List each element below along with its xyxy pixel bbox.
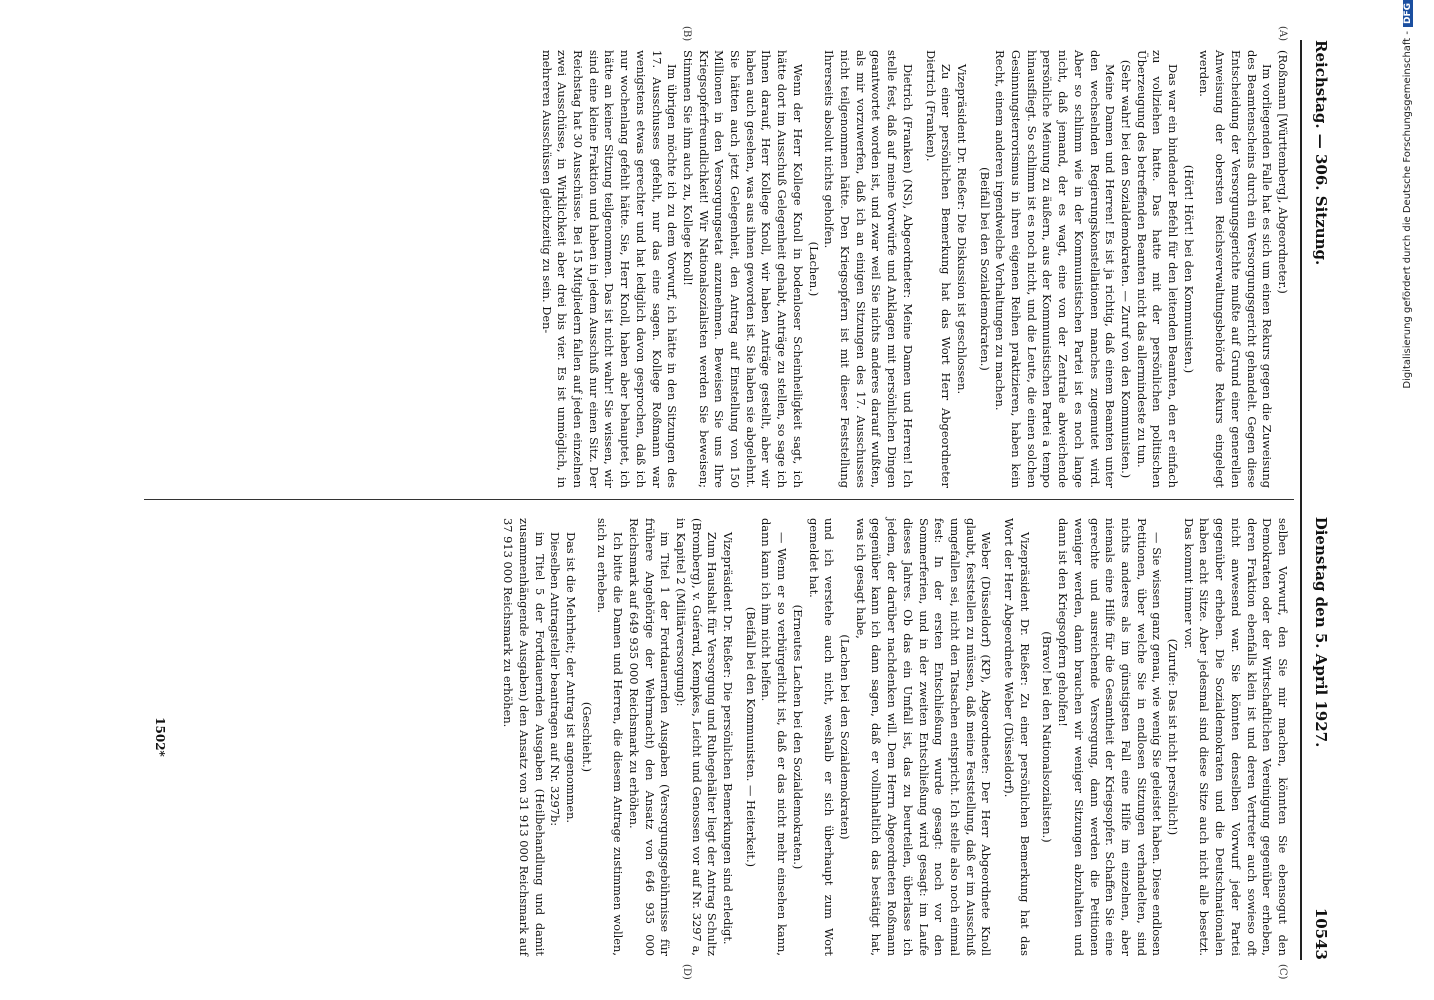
paragraph: — Sie wissen ganz genau, wie wenig Sie geleistet haben. Diese endlosen Petitionen, über welche Sie in endlosen Sitzungen verhandelten, sind nichts anderes als im günstigsten Fall eine Hilfe im einzelnen, aber niemals eine Hilfe für die Gesamtheit der Kriegsopfer. Schaffen Sie eine gerechte und ausreichende Versorgung, dann werden die Petitionen weniger werden, dann brauchen wir weniger Sitzungen abzuhalten und dann ist den Kriegsopfern geholfen!	[1056, 518, 1165, 956]
paragraph: Im vorliegenden Falle hat es sich um einen Rekurs gegen die Zuweisung des Beamtenscheins durch ein Versorgungsgericht gehandelt. Gegen diese Entscheidung der Versorgungsgerichte mußte auf Grund einer generellen Anweisung der obersten Reichsverwaltungsbehörde Rekurs eingelegt werden.	[1197, 50, 1275, 488]
paragraph: Ich bitte die Damen und Herren, die diesem Antrage zustimmen wollen, sich zu erheben.	[595, 518, 626, 956]
paragraph-gap	[1032, 518, 1039, 956]
paragraph: — Wenn er so verbürgerlicht ist, daß er das nicht mehr einsehen kann, dann kann ich ihm nicht helfen.	[759, 518, 790, 956]
paragraph: (Roßmann [Württemberg], Abgeordneter.)	[1276, 50, 1290, 294]
paragraph-gap	[969, 50, 976, 488]
paragraph: (Lachen.)	[806, 241, 821, 297]
paragraph: Im übrigen möchte ich zu dem Vorwurf, ich hätte in den Sitzungen des 17. Ausschusses gefehlt, nur das eine sagen. Kollege Roßmann war wenigstens etwas gerechter und hat lediglich davon gesprochen, daß ich nur wochenlang gefehlt hätte. Sie, Herr Knoll, haben aber behauptet, ich hätte an keiner Sitzung teilgenommen. Das ist nicht wahr! Sie wissen, wir sind eine kleine Fraktion und haben in jedem Ausschuß nur einen Sitz. Der Reichstag hat 30 Ausschüsse. Bei 15 Mitgliedern fallen auf jeden einzelnen zwei Ausschüsse, in Wirklichkeit aber drei bis vier. Es ist unmöglich, in mehreren Ausschüssen gleichzeitig zu sein. Den-	[539, 50, 680, 488]
paragraph: (Hört! Hört! bei den Kommunisten.)	[1181, 164, 1196, 374]
paragraph: (Beifall bei den Sozialdemokraten.)	[977, 167, 992, 371]
margin-marker-d: (D)	[681, 964, 692, 980]
margin-marker-a: (A)	[1277, 26, 1288, 42]
paragraph: Zum Haushalt für Versorgung und Ruhegehälter liegt der Antrag Schultz (Bromberg), v. Guérard, Kempkes, Leicht und Genossen vor auf Nr. 3297 a, in Kapitel 2 (Militärversorgung):	[673, 518, 720, 956]
dfg-sidebar-note	[1402, 0, 1418, 1000]
paragraph: (Bravo! bei den Nationalsozialisten.)	[1040, 631, 1055, 843]
paragraph: Dietrich (Franken) (NS), Abgeordneter: Meine Damen und Herren! Ich stelle fest, daß auf meine Vorwürfe und Anklagen mit persönlichen Dingen geantwortet worden ist, und zwar weil Sie nichts anderes darauf wußten, als mir vorzuwerfen, daß ich an einigen Sitzungen des 17. Ausschusses nicht teilgenommen hätte. Den Kriegsopfern ist mit dieser Feststellung Ihrerseits absolut nichts geholfen.	[822, 50, 915, 488]
paragraph: im Titel 1 der Fortdauernden Ausgaben (Versorgungsgebührnisse für frühere Angehörige der Wehrmacht) den Ansatz von 646 935 000 Reichsmark auf 649 935 000 Reichsmark zu erhöhen.	[626, 518, 673, 956]
column-divider	[144, 499, 1294, 500]
paragraph: Weber (Düsseldorf) (KP), Abgeordneter: Der Herr Abgeordnete Knoll glaubt, feststellen zu müssen, daß meine Feststellung, daß er im Ausschuß umgefallen sei, nicht den Tatsachen entspricht. Ich stelle also noch einmal fest: In der ersten Entschließung wurde gesagt: noch vor den Sommerferien, und in der zweiten Entschließung wird gesagt: im Laufe dieses Jahres. Ob das ein Umfall ist, das zu beurteilen, überlasse ich jedem, der darüber nachdenken will. Dem Herrn Abgeordneten Roßmann gegenüber kann ich dann sagen, daß er vollinhaltlich das bestätigt hat, was ich gesagt habe,	[853, 518, 994, 956]
dfg-sidebar-text: Digitalisierung gefördert durch die Deutsche Forschungsgemeinschaft -	[1402, 31, 1413, 389]
paragraph: Vizepräsident Dr. Rießer: Zu einer persönlichen Bemerkung hat das Wort der Herr Abgeordnete Weber (Düsseldorf).	[1002, 518, 1032, 956]
header-left: Reichstag. — 306. Sitzung.	[1312, 40, 1330, 266]
paragraph: (Sehr wahr! bei den Sozialdemokraten. — Zuruf von den Kommunisten.)	[1118, 59, 1133, 479]
page-number: 10543	[1312, 907, 1330, 960]
paragraph: Vizepräsident Dr. Rießer: Die persönlichen Bemerkungen sind erledigt.	[721, 532, 736, 945]
page-header	[1306, 40, 1332, 960]
paragraph-gap	[735, 518, 742, 956]
paragraph: Zu einer persönlichen Bemerkung hat das Wort Herr Abgeordneter Dietrich (Franken).	[923, 50, 954, 488]
header-right	[1312, 517, 1330, 960]
document-page	[102, 26, 1332, 980]
paragraph: Meine Damen und Herren! Es ist ja richtig, daß einem Beamten unter den wechselnden Regierungskonstellationen manches zugemutet wird. Aber so schlimm wie in der Kommunistischen Partei ist es noch lange nicht, daß jemand, der es wagt, eine von der Zentrale abweichende persönliche Meinung zu äußern, aus der Kommunistischen Partei a tempo hinausfliegt. So schlimm ist es noch nicht, und die Leute, die einen solchen Gesinnungsterrorismus in ihren eigenen Reihen praktizieren, haben kein Recht, einem anderen irgendwelche Vorhaltungen zu machen.	[993, 50, 1118, 488]
paragraph: im Titel 5 der Fortdauernden Ausgaben (Heilbehandlung und damit zusammenhängende Ausgaben) den Ansatz von 31 913 000 Reichsmark auf 37 913 000 Reichsmark zu erhöhen.	[501, 518, 547, 956]
header-date: Dienstag den 5. April 1927.	[1312, 516, 1330, 748]
paragraph: (Lachen bei den Sozialdemokraten)	[838, 634, 853, 840]
paragraph: (Geschieht.)	[579, 701, 594, 773]
paragraph: Wenn der Herr Kollege Knoll in bodenloser Scheinheiligkeit sagt, ich hätte dort im Ausschuß Gelegenheit gehabt, Anträge zu stellen, so sage ich Ihnen darauf, Herr Kollege Knoll, wir haben Anträge gestellt, aber wir haben auch gesehen, was aus ihnen geworden ist. Sie haben sie abgelehnt. Sie hätten auch jetzt Gelegenheit, den Antrag auf Einstellung von 150 Millionen in den Versorgungsetat anzunehmen. Beweisen Sie uns Ihre Kriegsopferfreundlichkeit! Wir Nationalsozialisten werden Sie beweisen; Stimmen Sie ihm auch zu, Kollege Knoll!	[680, 50, 805, 488]
paragraph-gap	[993, 518, 1000, 956]
page-footer: 1502*	[153, 717, 167, 757]
paragraph-gap	[915, 50, 922, 488]
dfg-logo: DFG	[1403, 0, 1413, 27]
paragraph: Vizepräsident Dr. Rießer: Die Diskussion ist geschlossen.	[954, 64, 969, 395]
paragraph: (Beifall bei den Kommunisten. — Heiterkeit.)	[743, 606, 758, 868]
text-column-left	[538, 50, 1290, 488]
paragraph: Dieselben Antragsteller beantragen auf Nr. 3297b:	[548, 532, 563, 827]
paragraph: (Erneutes Lachen bei den Sozialdemokraten.)	[790, 604, 805, 870]
paragraph: Das ist die Mehrheit; der Antrag ist angenommen.	[564, 532, 579, 824]
paragraph: selben Vorwurf, den Sie mir machen, könnten Sie ebensogut den Demokraten oder der Wirtschaftlichen Vereinigung gegenüber erheben, deren Fraktion ebenfalls klein ist und deren Vertreter auch sowieso oft nicht anwesend war. Sie könnten denselben Vorwurf jeder Partei gegenüber erheben. Die Sozialdemokraten und die Deutschnationalen haben acht Sitze. Aber jedesmal sind diese Sitze auch nicht alle besetzt. Das kommt immer vor.	[1181, 518, 1290, 956]
paragraph: Das war ein bindender Befehl für den leitenden Beamten, den er einfach zu vollziehen hatte. Das hatte mit der persönlichen politischen Überzeugung des betreffenden Beamten nicht das allermindeste zu tun.	[1134, 50, 1181, 488]
header-rule	[1300, 40, 1302, 960]
margin-marker-b: (B)	[681, 26, 692, 42]
margin-marker-c: (C)	[1277, 964, 1288, 980]
paragraph: und ich verstehe auch nicht, weshalb er sich überhaupt zum Wort gemeldet hat.	[806, 518, 837, 956]
text-column-right	[500, 518, 1290, 956]
paragraph: (Zurufe: Das ist nicht persönlich!)	[1166, 638, 1181, 836]
